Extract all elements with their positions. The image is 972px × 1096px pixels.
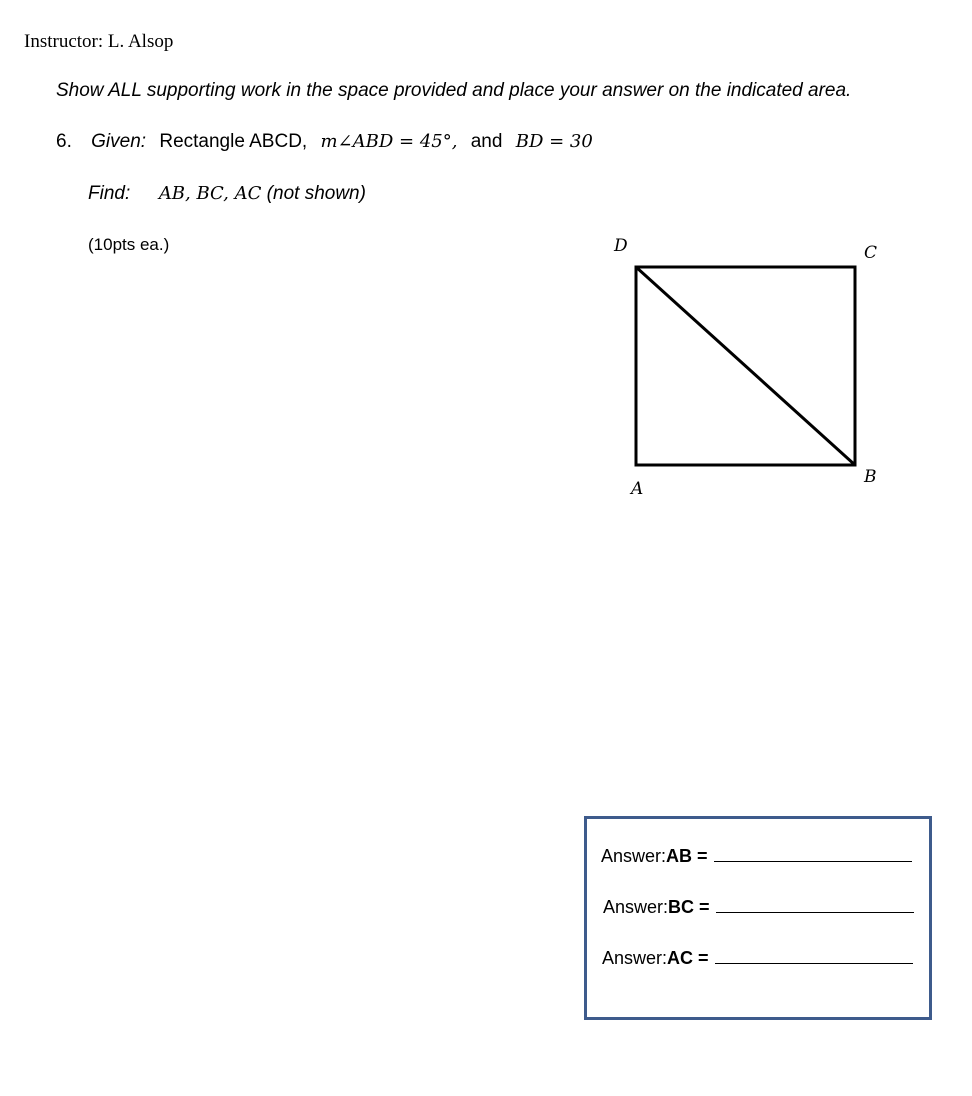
angle-expression: m∠ABD = 45°, [320, 131, 458, 152]
instructor-name: Instructor: L. Alsop [24, 31, 174, 52]
vertex-label-a: A [631, 479, 644, 499]
length-expression: BD = 30 [515, 131, 593, 152]
answer-box [584, 816, 932, 1020]
answer-row-ab [601, 846, 912, 867]
answer-row-bc [603, 897, 914, 918]
diagonal-bd [636, 267, 855, 465]
find-label: Find: [88, 183, 131, 204]
answer-blank-ac[interactable] [715, 962, 913, 964]
answer-label-ab: AB = [666, 846, 708, 866]
vertex-label-d: D [614, 236, 628, 256]
given-label: Given: [91, 131, 147, 152]
answer-prefix: Answer: [603, 897, 669, 917]
find-expression: AB, BC, AC [158, 183, 262, 204]
and-text: and [470, 131, 503, 152]
points-note: (10pts ea.) [88, 235, 170, 254]
answer-label-ac: AC = [667, 948, 709, 968]
answer-label-bc: BC = [668, 897, 710, 917]
given-text: Rectangle ABCD, [159, 131, 308, 152]
answer-prefix: Answer: [601, 846, 667, 866]
answer-row-ac [602, 948, 913, 969]
vertex-label-b: B [864, 467, 877, 487]
instructions-text: Show ALL supporting work in the space provided and place your answer on the indicated area. [56, 80, 852, 101]
vertex-label-c: C [864, 243, 878, 263]
answer-blank-ab[interactable] [714, 860, 912, 862]
answer-blank-bc[interactable] [716, 911, 914, 913]
answer-prefix: Answer: [602, 948, 668, 968]
question-number: 6. [56, 131, 72, 152]
find-note: (not shown) [266, 183, 366, 204]
